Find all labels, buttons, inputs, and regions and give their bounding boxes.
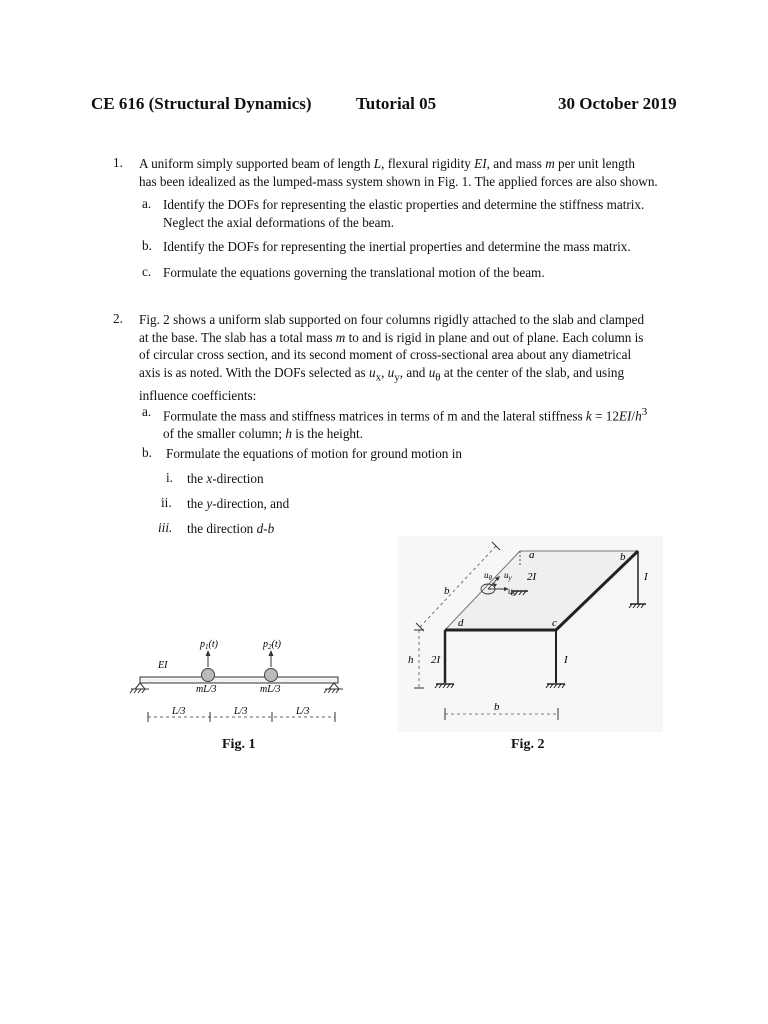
tutorial-date: 30 October 2019 bbox=[558, 94, 677, 113]
question-2b-i-text: the x-direction bbox=[187, 471, 264, 486]
column-a-2i-label: 2I bbox=[527, 571, 537, 583]
question-1a-label: a. bbox=[142, 196, 152, 211]
question-1c-label: c. bbox=[142, 264, 152, 279]
depth-b-label: b bbox=[444, 585, 450, 597]
u-x-label: $u_x$ bbox=[508, 586, 516, 598]
u-y-label: $u_y$ bbox=[504, 570, 512, 582]
question-2b-text: Formulate the equations of motion for ground motion in bbox=[166, 446, 462, 461]
question-2b-ii-text: the y-direction, and bbox=[187, 496, 290, 511]
question-2b-ii-label: ii. bbox=[161, 495, 172, 510]
force-p1-label: $p_1(t)$ bbox=[200, 639, 218, 651]
lumped-mass-2 bbox=[265, 669, 278, 682]
height-h-label: h bbox=[408, 654, 414, 666]
question-2b-i-label: i. bbox=[166, 470, 173, 485]
corner-b-label: b bbox=[620, 551, 626, 563]
corner-a-label: a bbox=[529, 549, 535, 561]
column-c-i-label: I bbox=[564, 654, 568, 666]
width-b-label: b bbox=[494, 701, 500, 713]
lumped-mass-1 bbox=[202, 669, 215, 682]
question-2b-iii-label: iii. bbox=[158, 520, 173, 535]
question-2-text: Fig. 2 shows a uniform slab supported on four columns rigidly attached to the slab and clamped at the base. The slab has a total mass m to and is rigid in plane and out of plane. Each column is of circular cross section, and its second moment of cross-sectional area about any diametrical axis is as noted. With the DOFs selected as $u_x$, $u_y$, and $u_\theta$ at the center of the slab, and using influence coefficients: bbox=[139, 312, 645, 404]
figure-2-caption: Fig. 2 bbox=[511, 737, 545, 752]
beam bbox=[140, 677, 338, 683]
question-2-number: 2. bbox=[113, 311, 123, 326]
figure-1-beam-diagram bbox=[128, 630, 348, 730]
question-1a-text: Identify the DOFs for representing the elastic properties and determine the stiffness matrix. Neglect the axial deformations of the beam. bbox=[163, 197, 645, 230]
question-1c-text: Formulate the equations governing the translational motion of the beam. bbox=[163, 265, 545, 280]
span-2-label: L/3 bbox=[234, 706, 248, 717]
course-title: CE 616 (Structural Dynamics) bbox=[91, 94, 312, 113]
mass-1-label: mL/3 bbox=[196, 684, 217, 695]
right-roller-support bbox=[324, 683, 343, 693]
mass-2-label: mL/3 bbox=[260, 684, 281, 695]
question-1b-text: Identify the DOFs for representing the inertial properties and determine the mass matrix. bbox=[163, 239, 631, 254]
force-arrow-p2 bbox=[269, 650, 274, 667]
beam-ei-label: EI bbox=[158, 660, 168, 671]
force-arrow-p1 bbox=[206, 650, 211, 667]
question-2b-iii-text: the direction d-b bbox=[187, 521, 275, 536]
figure-1-caption: Fig. 1 bbox=[222, 737, 256, 752]
figure-2-slab-diagram bbox=[398, 536, 663, 732]
tutorial-title: Tutorial 05 bbox=[356, 94, 437, 113]
force-p2-label: $p_2(t)$ bbox=[263, 639, 281, 651]
question-2a-text: Formulate the mass and stiffness matrices in terms of m and the lateral stiffness $k = 12EI/h^3$ of the smaller column; h is the height. bbox=[163, 406, 648, 441]
question-1b-label: b. bbox=[142, 238, 152, 253]
corner-c-label: c bbox=[552, 617, 557, 629]
span-1-label: L/3 bbox=[172, 706, 186, 717]
span-3-label: L/3 bbox=[296, 706, 310, 717]
column-b-i-label: I bbox=[644, 571, 648, 583]
column-d-2i-label: 2I bbox=[431, 654, 441, 666]
left-pin-support bbox=[130, 683, 149, 693]
question-1-number: 1. bbox=[113, 155, 123, 170]
question-2b-label: b. bbox=[142, 445, 152, 460]
corner-d-label: d bbox=[458, 617, 464, 629]
question-1-text: A uniform simply supported beam of length L, flexural rigidity EI, and mass m per unit length has been idealized as the lumped-mass system shown in Fig. 1. The applied forces are also shown. bbox=[139, 156, 658, 189]
question-2a-label: a. bbox=[142, 404, 152, 419]
u-theta-label: $u_\theta$ bbox=[484, 570, 492, 582]
